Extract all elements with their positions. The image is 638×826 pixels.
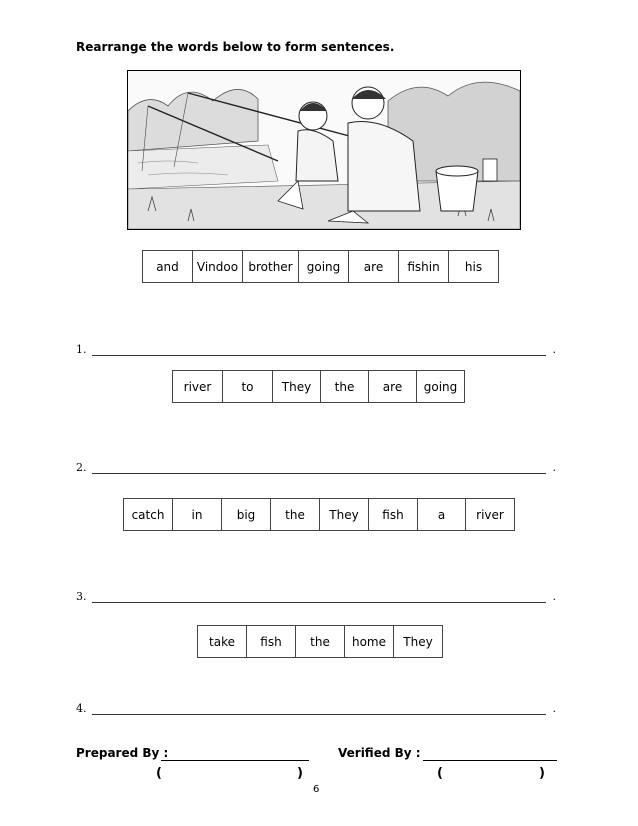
- answer-period: .: [552, 590, 556, 603]
- verified-by-label: Verified By :: [338, 746, 421, 760]
- word-box: fishin: [399, 251, 449, 282]
- answer-line-2[interactable]: [76, 461, 556, 477]
- verified-open-paren: (: [437, 766, 443, 781]
- answer-period: .: [552, 702, 556, 715]
- word-box: They: [394, 626, 443, 657]
- prepared-by-label: Prepared By :: [76, 746, 169, 760]
- word-group-2: [172, 370, 465, 403]
- verified-close-paren: ): [539, 766, 545, 781]
- instruction-title: Rearrange the words below to form sentences.: [76, 40, 395, 54]
- word-box: big: [222, 499, 271, 530]
- word-box: in: [173, 499, 222, 530]
- answer-rule: [92, 602, 546, 603]
- answer-number: 3.: [76, 590, 87, 603]
- answer-number: 2.: [76, 461, 87, 474]
- word-box: the: [321, 371, 369, 402]
- word-box: going: [299, 251, 349, 282]
- prepared-by-line[interactable]: [161, 760, 309, 761]
- word-box: and: [143, 251, 193, 282]
- word-box: Vindoo: [193, 251, 243, 282]
- word-box: a: [418, 499, 466, 530]
- word-box: They: [320, 499, 369, 530]
- prepared-open-paren: (: [156, 766, 162, 781]
- word-box: going: [417, 371, 465, 402]
- answer-number: 1.: [76, 343, 87, 356]
- word-group-4: [197, 625, 443, 658]
- word-box: his: [449, 251, 499, 282]
- page-number: 6: [313, 784, 320, 795]
- word-box: brother: [243, 251, 299, 282]
- verified-by-line[interactable]: [423, 760, 557, 761]
- word-box: the: [271, 499, 320, 530]
- word-box: take: [198, 626, 247, 657]
- fishing-illustration: [127, 70, 521, 230]
- answer-rule: [92, 355, 546, 356]
- answer-period: .: [552, 343, 556, 356]
- word-box: are: [369, 371, 417, 402]
- prepared-close-paren: ): [297, 766, 303, 781]
- word-box: fish: [247, 626, 296, 657]
- word-box: to: [223, 371, 273, 402]
- word-box: are: [349, 251, 399, 282]
- word-box: catch: [124, 499, 173, 530]
- answer-number: 4.: [76, 702, 87, 715]
- answer-line-1[interactable]: [76, 343, 556, 359]
- answer-rule: [92, 473, 546, 474]
- word-group-1: [142, 250, 499, 283]
- word-box: river: [466, 499, 515, 530]
- answer-period: .: [552, 461, 556, 474]
- word-group-3: [123, 498, 515, 531]
- word-box: They: [273, 371, 321, 402]
- word-box: the: [296, 626, 345, 657]
- answer-line-3[interactable]: [76, 590, 556, 606]
- answer-rule: [92, 714, 546, 715]
- word-box: fish: [369, 499, 418, 530]
- word-box: river: [173, 371, 223, 402]
- answer-line-4[interactable]: [76, 702, 556, 718]
- word-box: home: [345, 626, 394, 657]
